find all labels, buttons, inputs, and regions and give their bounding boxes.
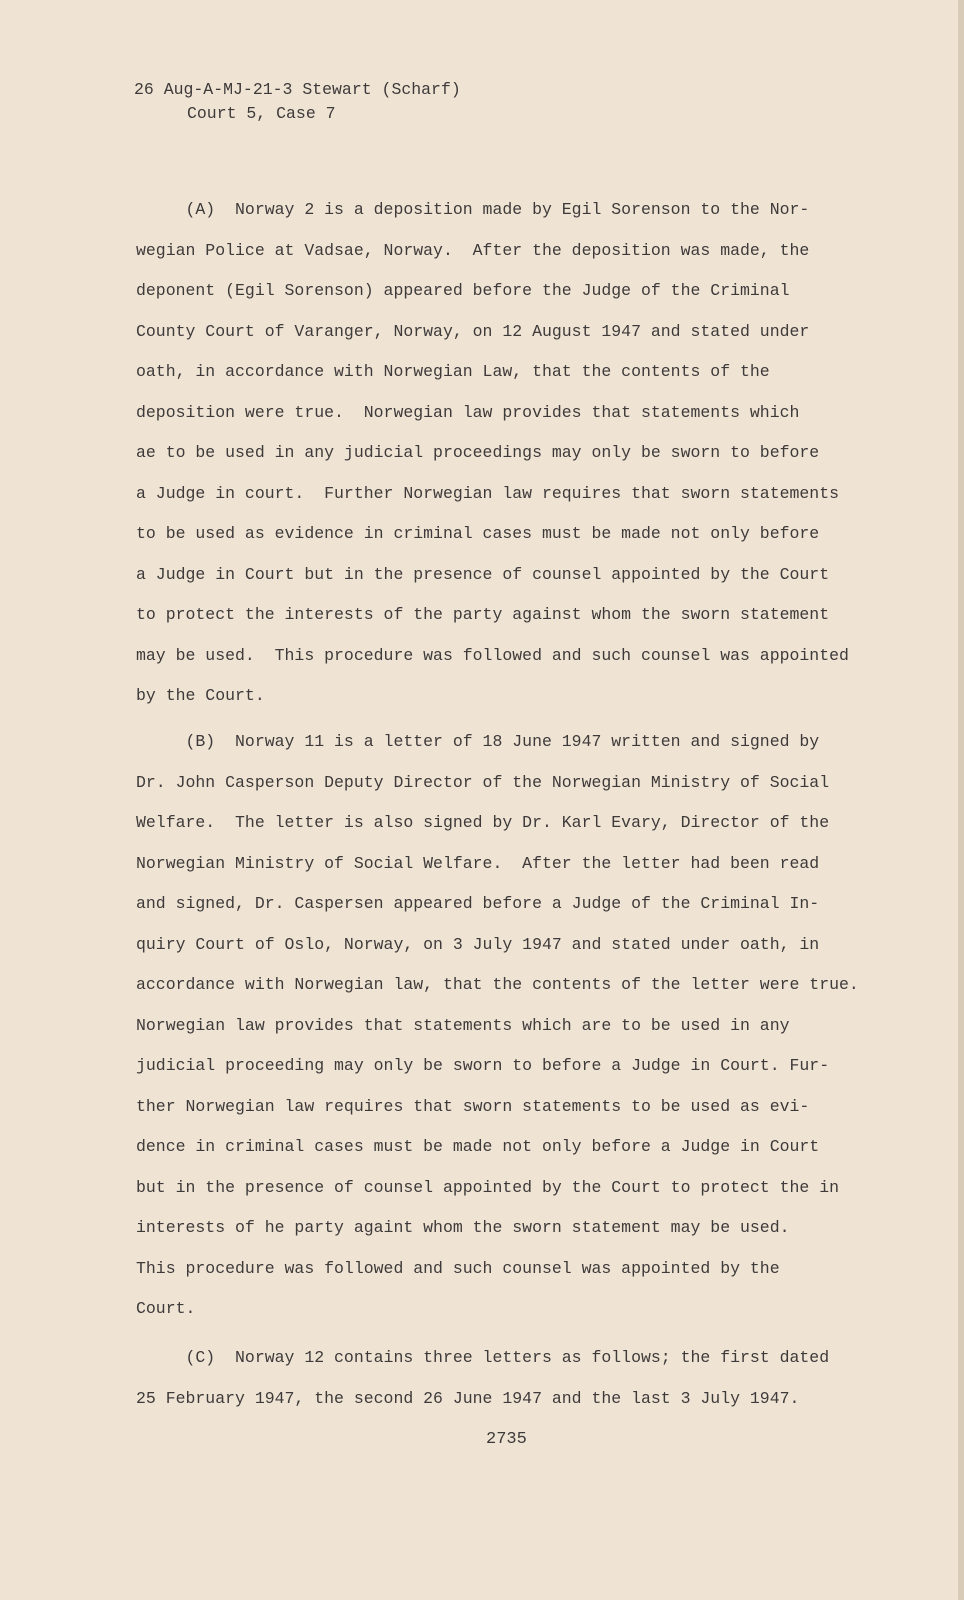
text-line: deponent (Egil Sorenson) appeared before the Judge of the Criminal <box>136 281 790 300</box>
text-line: quiry Court of Oslo, Norway, on 3 July 1947 and stated under oath, in <box>136 934 820 954</box>
text-line: (C) Norway 12 contains three letters as follows; the first dated <box>136 1348 830 1367</box>
text-line: deposition were true. Norwegian law provides that statements which <box>136 402 800 422</box>
text-line: and signed, Dr. Caspersen appeared before a Judge of the Criminal In- <box>136 894 820 913</box>
text-line: to protect the interests of the party against whom the sworn statement <box>136 605 830 624</box>
text-line: ae to be used in any judicial proceedings may only be sworn to before <box>136 443 820 462</box>
text-line: oath, in accordance with Norwegian Law, that the contents of the <box>136 362 770 381</box>
header-reference: 26 Aug-A-MJ-21-3 Stewart (Scharf) <box>134 80 461 99</box>
paragraph-b <box>136 722 876 1330</box>
text-line: ther Norwegian law requires that sworn statements to be used as evi- <box>136 1096 810 1116</box>
text-line: Dr. John Casperson Deputy Director of the Norwegian Ministry of Social <box>136 772 830 792</box>
text-line: Norwegian Ministry of Social Welfare. After the letter had been read <box>136 853 820 873</box>
text-line: a Judge in Court but in the presence of counsel appointed by the Court <box>136 564 830 584</box>
text-line: interests of he party againt whom the sworn statement may be used. <box>136 1218 790 1237</box>
page-number: 2735 <box>486 1430 527 1449</box>
text-line: may be used. This procedure was followed and such counsel was appointed <box>136 645 849 665</box>
text-line: (A) Norway 2 is a deposition made by Egil Sorenson to the Nor- <box>136 200 810 219</box>
text-line: accordance with Norwegian law, that the contents of the letter were true. <box>136 975 859 994</box>
paragraph-a <box>136 190 876 717</box>
text-line: wegian Police at Vadsae, Norway. After the deposition was made, the <box>136 240 810 260</box>
text-line: dence in criminal cases must be made not only before a Judge in Court <box>136 1137 820 1156</box>
text-line: This procedure was followed and such counsel was appointed by the <box>136 1258 780 1278</box>
text-line: judicial proceeding may only be sworn to before a Judge in Court. Fur- <box>136 1056 830 1075</box>
text-line: (B) Norway 11 is a letter of 18 June 1947 written and signed by <box>136 732 820 751</box>
text-line: 25 February 1947, the second 26 June 1947 and the last 3 July 1947. <box>136 1388 800 1408</box>
text-line: a Judge in court. Further Norwegian law requires that sworn statements <box>136 483 840 503</box>
text-line: Court. <box>136 1299 196 1318</box>
paragraph-c <box>136 1338 876 1419</box>
text-line: by the Court. <box>136 686 265 705</box>
text-line: Welfare. The letter is also signed by Dr. Karl Evary, Director of the <box>136 813 830 832</box>
text-line: but in the presence of counsel appointed by the Court to protect the in <box>136 1177 840 1197</box>
text-line: Norwegian law provides that statements which are to be used in any <box>136 1015 790 1035</box>
page-edge <box>958 0 964 1600</box>
document-header <box>134 78 461 126</box>
header-court-case: Court 5, Case 7 <box>187 104 336 123</box>
text-line: to be used as evidence in criminal cases must be made not only before <box>136 524 820 543</box>
text-line: County Court of Varanger, Norway, on 12 August 1947 and stated under <box>136 321 810 341</box>
